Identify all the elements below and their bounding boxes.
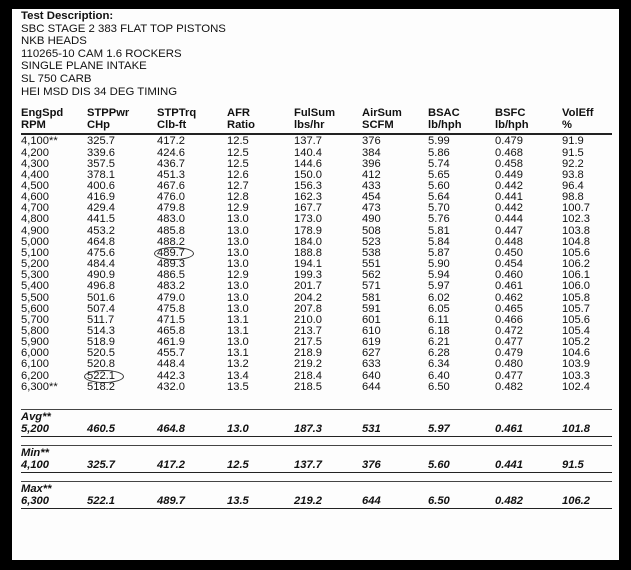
description-line: SBC STAGE 2 383 FLAT TOP PISTONS [21,22,226,35]
table-cell: 104.6 [562,347,590,360]
summary-cell: 12.5 [227,458,249,471]
table-cell: 13.4 [227,369,249,382]
summary-cell: 6.50 [428,494,450,507]
description-line: NKB HEADS [21,35,87,48]
table-cell: 4,400 [21,168,49,181]
table-cell: 5.97 [428,280,450,293]
summary-label: Max** [21,482,52,495]
table-cell: 0.482 [495,380,523,393]
description-line: 110265-10 CAM 1.6 ROCKERS [21,47,182,60]
table-cell: 591 [362,302,381,315]
table-cell: 5.76 [428,213,450,226]
column-header [428,108,495,131]
table-cell: 5,000 [21,235,49,248]
table-cell: 5.70 [428,202,450,215]
table-cell: 454 [362,191,381,204]
table-cell: 13.0 [227,280,249,293]
table-cell: 103.9 [562,358,590,371]
table-cell: 514.3 [87,325,115,337]
table-cell: 601 [362,313,381,326]
table-cell: 5,700 [21,313,49,326]
table-cell: 5.64 [428,191,450,204]
description-line: HEI MSD DIS 34 DEG TIMING [21,85,178,98]
summary-cell: 5.97 [428,422,450,435]
column-header [495,108,562,131]
table-cell: 162.3 [294,191,322,204]
table-cell: 218.4 [294,369,322,382]
table-cell: 13.1 [227,347,249,360]
summary-cell: 644 [362,494,381,507]
summary-cell: 137.7 [294,458,322,471]
table-cell: 455.7 [157,347,185,360]
column-name: STPPwr [87,107,130,120]
summary-cell: 5,200 [21,422,49,435]
summary-label: Avg** [21,410,51,423]
table-cell: 213.7 [294,325,322,337]
table-cell: 140.4 [294,146,322,159]
summary-row [21,495,612,509]
data-table [21,136,612,393]
table-cell: 12.7 [227,179,249,192]
table-cell: 441.5 [87,213,115,226]
table-cell: 12.9 [227,269,249,282]
table-cell: 490.9 [87,269,115,282]
table-cell: 4,100** [21,135,58,148]
table-cell: 184.0 [294,235,322,248]
description-line: SL 750 CARB [21,72,92,85]
table-cell: 13.0 [227,246,249,259]
table-cell: 5,200 [21,258,49,271]
table-cell: 453.2 [87,224,115,237]
table-cell: 5,900 [21,336,49,349]
column-header [87,108,157,131]
table-cell: 5.99 [428,135,450,148]
table-cell: 6.34 [428,358,450,371]
table-cell: 486.5 [157,269,185,282]
table-cell: 144.6 [294,157,322,170]
column-name: BSAC [428,107,460,120]
table-cell: 219.2 [294,358,322,371]
table-cell: 417.2 [157,135,185,148]
table-cell: 0.479 [495,135,523,148]
table-cell: 400.6 [87,179,115,192]
table-cell: 0.450 [495,246,523,259]
table-cell: 5,300 [21,269,49,282]
table-cell: 633 [362,358,381,371]
column-header [157,108,227,131]
table-cell: 5.94 [428,269,450,282]
column-unit: Ratio [227,118,255,131]
table-cell: 218.9 [294,347,322,360]
table-cell: 103.3 [562,369,590,382]
table-cell: 4,200 [21,146,49,159]
table-cell: 489.7 [157,248,227,259]
table-cell: 475.8 [157,302,185,315]
column-unit: % [562,118,572,131]
summary-cell: 489.7 [157,494,185,507]
table-cell: 105.6 [562,246,590,259]
summary-cell: 531 [362,422,381,435]
table-cell: 508 [362,224,381,237]
summary-cell: 91.5 [562,458,584,471]
column-unit: Clb-ft [157,118,187,131]
table-cell: 5,600 [21,302,49,315]
table-cell: 520.8 [87,358,115,371]
table-cell: 5,800 [21,325,49,337]
column-name: FulSum [294,107,336,120]
table-cell: 13.0 [227,224,249,237]
table-cell: 13.0 [227,302,249,315]
table-cell: 13.1 [227,313,249,326]
table-cell: 551 [362,258,381,271]
summary-label: Min** [21,446,49,459]
table-cell: 473 [362,202,381,215]
table-cell: 496.8 [87,280,115,293]
summary-block [21,445,612,473]
table-cell: 378.1 [87,168,115,181]
table-cell: 432.0 [157,380,185,393]
table-cell: 5,400 [21,280,49,293]
table-cell: 339.6 [87,146,115,159]
table-cell: 156.3 [294,179,322,192]
table-cell: 210.0 [294,313,322,326]
table-cell: 0.477 [495,369,523,382]
table-cell: 6.11 [428,313,449,326]
column-name: AirSum [362,107,402,120]
table-cell: 523 [362,235,381,248]
table-cell: 150.0 [294,168,322,181]
column-unit: CHp [87,118,110,131]
table-cell: 5.90 [428,258,450,271]
summary-cell: 4,100 [21,458,49,471]
column-name: STPTrq [157,107,197,120]
summary-cell: 464.8 [157,422,185,435]
table-cell: 4,500 [21,179,49,192]
table-cell: 91.5 [562,146,584,159]
summary-cell: 325.7 [87,458,115,471]
table-cell: 106.1 [562,269,590,282]
table-cell: 0.448 [495,235,523,248]
table-cell: 106.2 [562,258,590,271]
table-cell: 0.479 [495,347,523,360]
table-cell: 6.40 [428,369,450,382]
column-header [562,108,612,131]
column-name: AFR [227,107,250,120]
summary-cell: 0.461 [495,422,523,435]
table-cell: 6,300** [21,380,58,393]
table-cell: 0.462 [495,291,523,304]
table-cell: 522.1 [87,371,157,382]
table-cell: 91.9 [562,135,584,148]
column-unit: lb/hph [495,118,529,131]
table-cell: 488.2 [157,235,185,248]
summary-cell: 13.0 [227,422,249,435]
table-cell: 6,100 [21,358,49,371]
table-cell: 5.86 [428,146,450,159]
table-cell: 471.5 [157,313,185,326]
table-cell: 429.4 [87,202,115,215]
table-cell: 581 [362,291,381,304]
table-cell: 5.84 [428,235,450,248]
table-cell: 194.1 [294,258,322,271]
table-cell: 12.5 [227,135,249,148]
summary-cell: 417.2 [157,458,185,471]
table-cell: 640 [362,369,381,382]
table-cell: 0.442 [495,179,523,192]
table-cell: 105.7 [562,302,590,315]
summary-cell: 0.441 [495,458,523,471]
table-cell: 102.4 [562,380,590,393]
table-cell: 484.4 [87,258,115,271]
table-cell: 0.461 [495,280,523,293]
table-cell: 511.7 [87,313,115,326]
table-cell: 105.6 [562,313,590,326]
table-cell: 0.441 [495,191,523,204]
table-row [21,281,612,292]
table-cell: 4,800 [21,213,49,226]
table-cell: 619 [362,336,381,349]
table-cell: 5.74 [428,157,450,170]
table-cell: 12.5 [227,146,249,159]
table-row [21,214,612,225]
table-cell: 451.3 [157,168,185,181]
table-cell: 5,100 [21,246,49,259]
column-header [227,108,294,131]
table-cell: 13.2 [227,358,249,371]
table-cell: 204.2 [294,291,322,304]
table-cell: 538 [362,246,381,259]
table-cell: 0.449 [495,168,523,181]
table-cell: 464.8 [87,235,115,248]
table-row [21,136,612,147]
column-header [21,108,87,131]
table-cell: 0.458 [495,157,523,170]
table-cell: 4,700 [21,202,49,215]
column-unit: lbs/hr [294,118,325,131]
table-cell: 5.60 [428,179,450,192]
table-cell: 485.8 [157,224,185,237]
table-cell: 396 [362,157,381,170]
table-cell: 13.0 [227,291,249,304]
description-title: Test Description: [21,10,114,22]
summary-cell: 376 [362,458,381,471]
table-cell: 357.5 [87,157,115,170]
table-cell: 0.460 [495,269,523,282]
table-cell: 0.447 [495,224,523,237]
test-description [21,10,612,98]
column-header [294,108,362,131]
table-row [21,293,612,304]
table-cell: 520.5 [87,347,115,360]
table-cell: 100.7 [562,202,590,215]
table-cell: 13.0 [227,336,249,349]
table-cell: 106.0 [562,280,590,293]
table-cell: 0.465 [495,302,523,315]
table-cell: 218.5 [294,380,322,393]
table-cell: 0.472 [495,325,523,337]
table-cell: 93.8 [562,168,584,181]
table-cell: 644 [362,380,381,393]
summary-block [21,481,612,509]
table-cell: 376 [362,135,381,148]
table-row [21,359,612,370]
table-cell: 12.6 [227,168,249,181]
table-cell: 461.9 [157,336,185,349]
table-cell: 201.7 [294,280,322,293]
table-cell: 103.8 [562,224,590,237]
table-cell: 562 [362,269,381,282]
table-cell: 476.0 [157,191,185,204]
table-cell: 96.4 [562,179,584,192]
table-cell: 483.0 [157,213,185,226]
table-cell: 6,000 [21,347,49,360]
table-cell: 13.1 [227,325,249,337]
table-cell: 475.6 [87,246,115,259]
summary-cell: 219.2 [294,494,322,507]
table-cell: 5.81 [428,224,450,237]
summary-cell: 0.482 [495,494,523,507]
table-cell: 4,300 [21,157,49,170]
table-cell: 412 [362,168,381,181]
table-cell: 436.7 [157,157,185,170]
summary-row [21,459,612,473]
table-cell: 448.4 [157,358,185,371]
table-cell: 217.5 [294,336,322,349]
table-cell: 6.05 [428,302,450,315]
table-cell: 479.0 [157,291,185,304]
table-cell: 5.87 [428,246,450,259]
table-cell: 325.7 [87,135,115,148]
table-cell: 6.18 [428,325,450,337]
table-cell: 479.8 [157,202,185,215]
table-cell: 98.8 [562,191,584,204]
table-cell: 518.2 [87,380,115,393]
table-cell: 467.6 [157,179,185,192]
table-cell: 489.3 [157,258,185,271]
table-cell: 6.50 [428,380,450,393]
column-name: VolEff [562,107,594,120]
table-cell: 424.6 [157,146,185,159]
summary-cell: 101.8 [562,422,590,435]
table-cell: 442.3 [157,369,185,382]
table-cell: 105.2 [562,336,590,349]
column-unit: SCFM [362,118,394,131]
table-cell: 105.8 [562,291,590,304]
column-header [362,108,428,131]
summary-cell: 13.5 [227,494,249,507]
table-cell: 105.4 [562,325,590,337]
table-row [21,148,612,159]
summary-block [21,409,612,437]
dyno-sheet [12,9,619,560]
table-cell: 13.0 [227,213,249,226]
table-cell: 167.7 [294,202,322,215]
table-cell: 6,200 [21,369,49,382]
table-cell: 12.5 [227,157,249,170]
table-cell: 610 [362,325,381,337]
column-unit: lb/hph [428,118,462,131]
table-cell: 13.0 [227,235,249,248]
summary-cell: 522.1 [87,494,115,507]
table-cell: 12.8 [227,191,249,204]
table-cell: 6.28 [428,347,450,360]
table-cell: 490 [362,213,381,226]
table-cell: 12.9 [227,202,249,215]
summary-cell: 187.3 [294,422,322,435]
table-cell: 0.468 [495,146,523,159]
table-cell: 104.8 [562,235,590,248]
table-cell: 137.7 [294,135,322,148]
summary-cell: 6,300 [21,494,49,507]
table-cell: 501.6 [87,291,115,304]
table-cell: 5,500 [21,291,49,304]
column-name: EngSpd [21,107,64,120]
table-cell: 507.4 [87,302,115,315]
table-cell: 4,600 [21,191,49,204]
table-cell: 416.9 [87,191,115,204]
table-cell: 0.442 [495,202,523,215]
summary-row [21,423,612,437]
summary-cell: 460.5 [87,422,115,435]
table-cell: 0.480 [495,358,523,371]
table-cell: 13.5 [227,380,249,393]
table-cell: 13.0 [227,258,249,271]
table-cell: 0.444 [495,213,523,226]
table-cell: 433 [362,179,381,192]
summary-section [21,409,612,509]
table-cell: 0.454 [495,258,523,271]
table-cell: 5.65 [428,168,450,181]
description-line: SINGLE PLANE INTAKE [21,60,147,73]
summary-cell: 106.2 [562,494,590,507]
table-cell: 465.8 [157,325,185,337]
table-cell: 207.8 [294,302,322,315]
table-cell: 178.9 [294,224,322,237]
column-unit: RPM [21,118,46,131]
table-cell: 92.2 [562,157,584,170]
table-cell: 571 [362,280,381,293]
summary-cell: 5.60 [428,458,450,471]
table-cell: 384 [362,146,381,159]
table-cell: 0.477 [495,336,523,349]
table-cell: 102.3 [562,213,590,226]
table-cell: 4,900 [21,224,49,237]
table-cell: 627 [362,347,381,360]
table-row [21,382,612,393]
table-cell: 0.466 [495,313,523,326]
table-cell: 173.0 [294,213,322,226]
table-header [21,108,612,131]
table-cell: 6.02 [428,291,450,304]
table-cell: 6.21 [428,336,450,349]
table-cell: 188.8 [294,246,322,259]
table-cell: 483.2 [157,280,185,293]
table-cell: 199.3 [294,269,322,282]
column-name: BSFC [495,107,526,120]
table-cell: 518.9 [87,336,115,349]
